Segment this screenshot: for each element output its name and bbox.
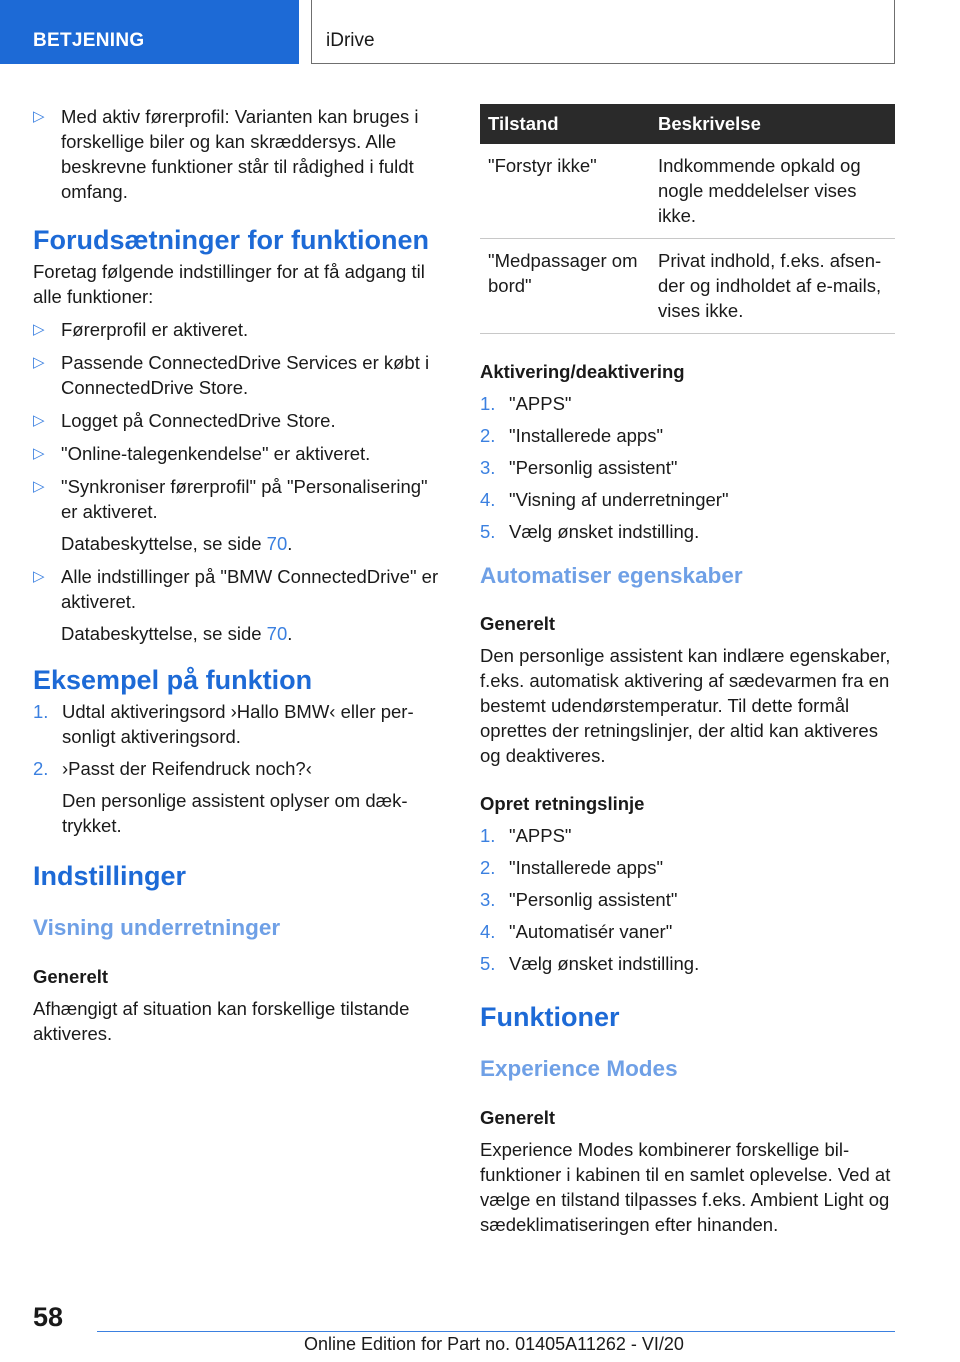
table-cell: Privat indhold, f.eks. afsender og indholdet af e-mails, vises ikke. xyxy=(650,239,895,334)
step-item xyxy=(480,855,895,880)
list-item-text: ▷ "Synkroniser førerprofil" på "Personalisering" er aktiveret. xyxy=(61,476,428,522)
table-row xyxy=(480,239,895,334)
table-cell: "Medpassager om bord" xyxy=(480,239,650,334)
page-link[interactable]: 70 xyxy=(266,533,288,554)
list-item: ▷ Passende ConnectedDrive Services er købt i ConnectedDrive Store. xyxy=(33,350,443,400)
settings-heading: Indstillinger xyxy=(33,861,187,891)
table-cell: Indkommende opkald og nogle meddelelser vises ikke. xyxy=(650,144,895,239)
auto-heading: Automatiser egenskaber xyxy=(480,563,743,588)
step-number: 3. xyxy=(480,457,496,478)
list-item: ▷ Logget på ConnectedDrive Store. xyxy=(33,408,443,433)
general-text: Afhængigt af situation kan forskellige tilstande aktiveres. xyxy=(33,998,410,1044)
footer-edition: Online Edition for Part no. 01405A11262 - VI/20 xyxy=(304,1334,684,1354)
list-item: ▷ Med aktiv førerprofil: Varianten kan bruges i forskellige biler og kan skræddersys. Alle beskrevne funktioner står til rådighed i fuldt omfang. xyxy=(33,104,443,204)
reference-end: . xyxy=(287,623,293,644)
step-number: 1. xyxy=(480,825,496,846)
left-column xyxy=(33,104,443,1046)
list-item-text: ▷ Alle indstillinger på "BMW ConnectedDrive" er aktiveret. xyxy=(61,566,439,612)
right-column xyxy=(480,104,895,1237)
general-label: Generelt xyxy=(33,966,109,987)
step-text: Udtal aktiveringsord ›Hallo BMW‹ eller personligt aktiveringsord. xyxy=(62,701,414,747)
step-text: Vælg ønsket indstilling. xyxy=(509,521,700,542)
column-header: Tilstand xyxy=(480,104,650,144)
step-text: "Installerede apps" xyxy=(509,857,664,878)
prereq-heading: Forudsætninger for funktionen xyxy=(33,225,429,255)
reference-end: . xyxy=(287,533,293,554)
table-row xyxy=(480,144,895,239)
table-cell: "Forstyr ikke" xyxy=(480,144,650,239)
chapter-title: iDrive xyxy=(326,30,375,51)
list-item: ▷ "Online-talegenkendelse" er aktiveret. xyxy=(33,441,443,466)
auto-general-text: Den personlige assistent kan indlære egenskaber, f.eks. automatisk aktivering af sædevarmen fra en bestemt udendørstemperatur. Til dette formål oprettes der retningslinjer, der altid kan aktiveres og deaktiveres. xyxy=(480,645,891,766)
step-text: "APPS" xyxy=(509,393,572,414)
example-heading: Eksempel på funktion xyxy=(33,665,313,695)
display-heading: Visning underretninger xyxy=(33,915,281,940)
step-item xyxy=(480,951,895,976)
step-number: 1. xyxy=(33,701,49,722)
example-steps xyxy=(33,699,443,838)
step-number: 4. xyxy=(480,921,496,942)
step-item xyxy=(480,423,895,448)
reference-text: Databeskyttelse, se side xyxy=(61,533,267,554)
cross-reference xyxy=(61,531,443,556)
column-header: Beskrivelse xyxy=(650,104,895,144)
step-text: "Personlig assistent" xyxy=(509,457,678,478)
step-number: 3. xyxy=(480,889,496,910)
cross-reference xyxy=(61,621,443,646)
modes-general-text: Experience Modes kombinerer forskellige bilfunktioner i kabinen til en samlet oplevelse. Ved at vælge en tilstand tilpasses f.eks. Ambient Light og sædeklimatiseringen efter hinanden. xyxy=(480,1139,891,1235)
section-tab xyxy=(0,0,299,64)
step-item xyxy=(480,455,895,480)
step-number: 1. xyxy=(480,393,496,414)
list-item: ▷ Førerprofil er aktiveret. xyxy=(33,317,443,342)
step-item xyxy=(480,487,895,512)
step-item xyxy=(480,919,895,944)
step-number: 2. xyxy=(480,425,496,446)
prereq-list xyxy=(33,317,443,646)
step-item xyxy=(480,519,895,544)
page-number: 58 xyxy=(33,1302,64,1332)
mode-table xyxy=(480,104,895,334)
step-item xyxy=(480,887,895,912)
activation-label: Aktivering/deaktivering xyxy=(480,361,685,382)
step-text: "Visning af underretninger" xyxy=(509,489,729,510)
functions-heading: Funktioner xyxy=(480,1002,620,1032)
list-item xyxy=(33,474,443,556)
step-number: 5. xyxy=(480,953,496,974)
step-item xyxy=(480,823,895,848)
step-text: ›Passt der Reifendruck noch?‹ xyxy=(62,758,312,779)
step-number: 2. xyxy=(480,857,496,878)
step-item xyxy=(480,391,895,416)
page-link[interactable]: 70 xyxy=(266,623,288,644)
step-number: 5. xyxy=(480,521,496,542)
step-item xyxy=(33,756,443,838)
table-header-row xyxy=(480,104,895,144)
step-text: "APPS" xyxy=(509,825,572,846)
step-result: Den personlige assistent oplyser om dæktrykket. xyxy=(62,790,408,836)
footer-divider xyxy=(97,1331,895,1332)
step-text: "Personlig assistent" xyxy=(509,889,678,910)
modes-heading: Experience Modes xyxy=(480,1056,678,1081)
chapter-tab xyxy=(311,0,895,64)
step-number: 2. xyxy=(33,758,49,779)
step-item xyxy=(33,699,443,749)
step-text: "Automatisér vaner" xyxy=(509,921,673,942)
section-title: BETJENING xyxy=(33,30,145,51)
intro-list xyxy=(33,104,443,204)
guideline-label: Opret retningslinje xyxy=(480,793,645,814)
activation-steps xyxy=(480,391,895,544)
reference-text: Databeskyttelse, se side xyxy=(61,623,267,644)
guideline-steps xyxy=(480,823,895,976)
step-number: 4. xyxy=(480,489,496,510)
auto-general-label: Generelt xyxy=(480,613,556,634)
prereq-text: Foretag følgende indstillinger for at få adgang til alle funktioner: xyxy=(33,261,425,307)
list-item xyxy=(33,564,443,646)
step-text: "Installerede apps" xyxy=(509,425,664,446)
modes-general-label: Generelt xyxy=(480,1107,556,1128)
step-text: Vælg ønsket indstilling. xyxy=(509,953,700,974)
